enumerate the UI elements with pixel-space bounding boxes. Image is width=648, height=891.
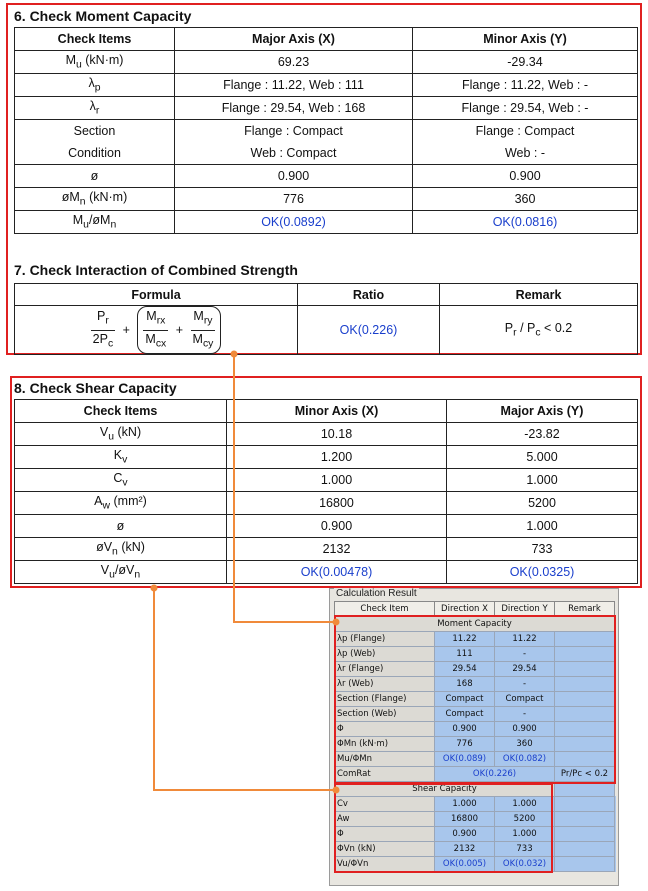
cell-value: -29.34 <box>413 51 638 74</box>
grid-remark <box>555 812 615 827</box>
table-row <box>15 446 638 469</box>
grid-value-x: 0.900 <box>435 827 495 842</box>
calc-shear-highlight-box <box>334 783 553 873</box>
row-label-kv: $K_v$ <box>15 446 227 469</box>
frac-den: $M_{cy}$ <box>192 331 214 349</box>
grid-value-y: Compact <box>495 692 555 707</box>
header-remark: Remark <box>440 284 638 306</box>
calc-moment-highlight-box <box>334 615 616 784</box>
grid-row-label: Section (Flange) <box>335 692 435 707</box>
moment-capacity-table <box>14 27 638 234</box>
grid-header-remark[interactable]: Remark <box>555 602 615 617</box>
row-label-phi-mn: $øM_n$ (kN·m) <box>15 188 175 211</box>
header-formula: Formula <box>15 284 298 306</box>
grid-value-x: 111 <box>435 647 495 662</box>
grid-row-label: Mu/ΦMn <box>335 752 435 767</box>
grid-value-x: 16800 <box>435 812 495 827</box>
grid-row-label: Aw <box>335 812 435 827</box>
grid-header-check-item[interactable]: Check Item <box>335 602 435 617</box>
table-row <box>15 165 638 188</box>
table-row <box>15 515 638 538</box>
header-major-axis: Major Axis (X) <box>175 28 413 51</box>
cell-value: 5200 <box>447 492 638 515</box>
cell-value: 1.000 <box>447 469 638 492</box>
fraction-mry-mcy <box>191 308 216 352</box>
grid-row-label: λr (Flange) <box>335 662 435 677</box>
header-minor-axis: Minor Axis (Y) <box>413 28 638 51</box>
grid-value-y: 1.000 <box>495 827 555 842</box>
grid-value-x: 2132 <box>435 842 495 857</box>
table-row <box>15 561 638 584</box>
interaction-formula <box>15 306 298 355</box>
grid-header-direction-x[interactable]: Direction X <box>435 602 495 617</box>
table-row <box>15 97 638 120</box>
grid-value-y: 11.22 <box>495 632 555 647</box>
frac-num: $M_{ry}$ <box>191 308 216 331</box>
grid-row-label: Φ <box>335 827 435 842</box>
shear-connector-line <box>154 588 336 790</box>
grid-remark <box>555 797 615 812</box>
fraction-pr-2pc <box>91 308 116 352</box>
row-label-line: Section <box>73 124 116 138</box>
grid-value-x: 0.900 <box>435 722 495 737</box>
plus-sign: + <box>122 323 130 337</box>
frac-den: $M_{cx}$ <box>145 331 167 349</box>
grid-row-label: λp (Web) <box>335 647 435 662</box>
grid-value-y: - <box>495 707 555 722</box>
table-row <box>15 120 638 165</box>
grid-value-y: 5200 <box>495 812 555 827</box>
interaction-table <box>14 283 638 355</box>
fraction-mrx-mcx <box>143 308 168 352</box>
cell-value: 69.23 <box>175 51 413 74</box>
header-check-items: Check Items <box>15 400 227 423</box>
row-label-lambda-p: $\lambda_p$ <box>15 74 175 97</box>
row-label-mu-ratio: $M_u/øM_n$ <box>15 211 175 234</box>
grid-row-label: Φ <box>335 722 435 737</box>
grid-remark <box>555 857 615 872</box>
row-label-lambda-r: $\lambda_r$ <box>15 97 175 120</box>
grid-row-label: Cv <box>335 797 435 812</box>
table-row <box>15 306 638 355</box>
table-row <box>15 51 638 74</box>
shear-section-title: 8. Check Shear Capacity <box>14 380 177 396</box>
grid-value-x: Compact <box>435 692 495 707</box>
row-label-section-condition <box>15 120 175 165</box>
grid-remark <box>555 842 615 857</box>
grid-value-x: 11.22 <box>435 632 495 647</box>
grid-header-direction-y[interactable]: Direction Y <box>495 602 555 617</box>
header-major-axis: Major Axis (Y) <box>447 400 638 423</box>
cell-value: 16800 <box>227 492 447 515</box>
grid-value-y: - <box>495 647 555 662</box>
grid-value-y: 360 <box>495 737 555 752</box>
cell-line: Flange : Compact <box>244 124 343 138</box>
calculation-result-title: Calculation Result <box>336 588 417 599</box>
grid-comrat-remark: Pr/Pc < 0.2 <box>555 767 615 782</box>
parenthesized-group <box>137 306 221 354</box>
table-row <box>15 188 638 211</box>
table-row <box>15 469 638 492</box>
cell-value: 1.000 <box>227 469 447 492</box>
row-label-line: Condition <box>68 146 121 160</box>
cell-value: 2132 <box>227 538 447 561</box>
shear-capacity-group-label: Shear Capacity <box>335 782 555 797</box>
grid-row-label: ΦVn (kN) <box>335 842 435 857</box>
cell-value: Flange : 11.22, Web : 111 <box>175 74 413 97</box>
row-label-mu: $M_u$ (kN·m) <box>15 51 175 74</box>
table-row <box>15 492 638 515</box>
row-label-cv: $C_v$ <box>15 469 227 492</box>
row-label-vu: $V_u$ (kN) <box>15 423 227 446</box>
row-label-phi: ø <box>15 515 227 538</box>
cell-value: 1.000 <box>447 515 638 538</box>
cell-value: 10.18 <box>227 423 447 446</box>
cell-value: 5.000 <box>447 446 638 469</box>
cell-value <box>175 120 413 165</box>
row-label-aw: $A_w$ (mm²) <box>15 492 227 515</box>
frac-den: $2P_c$ <box>92 331 114 349</box>
cell-value: Flange : 29.54, Web : 168 <box>175 97 413 120</box>
frac-num: $P_r$ <box>91 308 116 331</box>
ok-value: OK(0.00478) <box>227 561 447 584</box>
cell-value: 0.900 <box>175 165 413 188</box>
row-label-phi-vn: $øV_n$ (kN) <box>15 538 227 561</box>
grid-value-y: 1.000 <box>495 797 555 812</box>
shear-capacity-table <box>14 399 638 584</box>
table-row <box>15 538 638 561</box>
grid-value-x: OK(0.005) <box>435 857 495 872</box>
grid-row-label: ComRat <box>335 767 435 782</box>
grid-comrat-value: OK(0.226) <box>435 767 555 782</box>
row-label-phi: ø <box>15 165 175 188</box>
header-check-items: Check Items <box>15 28 175 51</box>
grid-value-y: 29.54 <box>495 662 555 677</box>
grid-row-label: λr (Web) <box>335 677 435 692</box>
interaction-remark: $P_r / P_c < 0.2$ <box>440 306 638 355</box>
frac-num: $M_{rx}$ <box>143 308 168 331</box>
grid-value-x: OK(0.089) <box>435 752 495 767</box>
grid-value-y: 0.900 <box>495 722 555 737</box>
table-row <box>15 74 638 97</box>
cell-value: 733 <box>447 538 638 561</box>
grid-value-y: OK(0.032) <box>495 857 555 872</box>
cell-value: Flange : 11.22, Web : - <box>413 74 638 97</box>
grid-value-y: - <box>495 677 555 692</box>
grid-value-x: Compact <box>435 707 495 722</box>
cell-line: Flange : Compact <box>475 124 575 138</box>
grid-value-y: OK(0.082) <box>495 752 555 767</box>
grid-row-label: ΦMn (kN·m) <box>335 737 435 752</box>
moment-capacity-group-label: Moment Capacity <box>335 617 615 632</box>
cell-value: 1.200 <box>227 446 447 469</box>
plus-sign: + <box>175 323 184 337</box>
grid-value-x: 1.000 <box>435 797 495 812</box>
header-minor-axis: Minor Axis (X) <box>227 400 447 423</box>
cell-value: 360 <box>413 188 638 211</box>
cell-value: 0.900 <box>227 515 447 538</box>
table-row <box>15 211 638 234</box>
ok-value: OK(0.0816) <box>413 211 638 234</box>
grid-remark <box>555 827 615 842</box>
cell-value <box>413 120 638 165</box>
ok-value: OK(0.0325) <box>447 561 638 584</box>
cell-value: -23.82 <box>447 423 638 446</box>
grid-row-label: Vu/ΦVn <box>335 857 435 872</box>
grid-value-x: 776 <box>435 737 495 752</box>
interaction-section-title: 7. Check Interaction of Combined Strength <box>14 262 298 278</box>
cell-value: 776 <box>175 188 413 211</box>
cell-line: Web : - <box>504 146 546 160</box>
grid-value-x: 168 <box>435 677 495 692</box>
cell-value: Flange : 29.54, Web : - <box>413 97 638 120</box>
grid-value-x: 29.54 <box>435 662 495 677</box>
interaction-ratio: OK(0.226) <box>298 306 440 355</box>
grid-row-label: Section (Web) <box>335 707 435 722</box>
moment-section-title: 6. Check Moment Capacity <box>14 8 192 24</box>
grid-row-label: λp (Flange) <box>335 632 435 647</box>
cell-line: Web : Compact <box>250 146 337 160</box>
cell-value: 0.900 <box>413 165 638 188</box>
grid-value-y: 733 <box>495 842 555 857</box>
table-row <box>15 423 638 446</box>
header-ratio: Ratio <box>298 284 440 306</box>
row-label-vu-ratio: $V_u/øV_n$ <box>15 561 227 584</box>
ok-value: OK(0.0892) <box>175 211 413 234</box>
